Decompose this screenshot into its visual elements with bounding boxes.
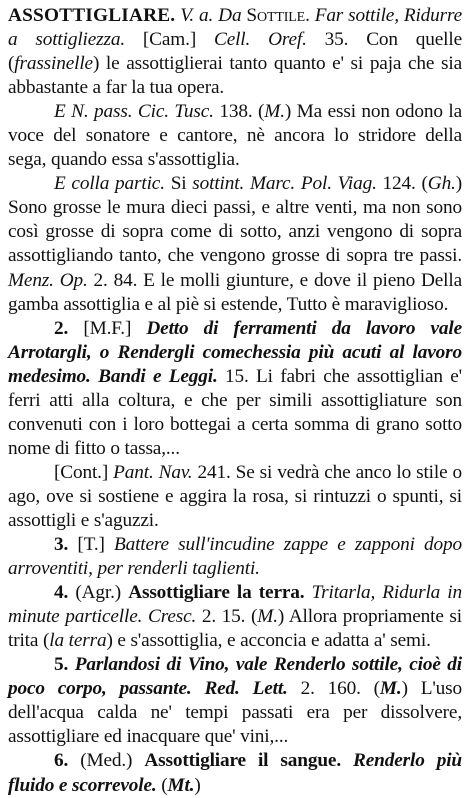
sense-label: E colla partic.: [54, 173, 165, 195]
citation: Marc. Pol. Viag.: [249, 173, 377, 195]
text: Si: [164, 173, 193, 195]
sense-3: [8, 533, 462, 581]
definition: Tritarla, Ridurla in minute particelle.: [8, 582, 463, 628]
text: 124. (: [376, 173, 428, 195]
sense-6: [8, 749, 462, 797]
gloss: frassinelle: [14, 53, 93, 75]
definition: Detto di ferramenti da lavoro vale Arrotargli, o Rendergli comechessia più acuti al lavoro medesimo.: [8, 317, 462, 387]
phrase: Assottigliare il sangue.: [144, 750, 341, 772]
etymology-prefix: Da: [218, 5, 242, 26]
definition: Far sottile, Ridurre a sottigliezza.: [8, 5, 463, 51]
citation: Cic. Tusc.: [137, 101, 214, 123]
definition: Parlandosi di Vino, vale Renderlo sottile, cioè di poco corpo, passante.: [8, 654, 463, 700]
citation: Menz. Op.: [8, 269, 88, 291]
sense-number: 6.: [54, 750, 69, 772]
source-mark: M.: [379, 678, 402, 700]
abbrev: sottint.: [192, 173, 245, 195]
quotation: ) e s'assottiglia, e acconcia e adatta a' semi.: [106, 630, 431, 652]
citation: Cell. Oref.: [213, 29, 307, 51]
sense-tag: (Agr.): [68, 582, 129, 604]
text: [Cam.]: [125, 29, 214, 51]
text: (: [156, 774, 168, 796]
source-mark: M.: [264, 101, 285, 123]
sense-label: E N. pass.: [54, 101, 133, 123]
spacer: [192, 678, 205, 699]
citation: Bandi e Leggi.: [98, 365, 218, 387]
text: 35. Con quelle (: [8, 29, 462, 75]
phrase: Assottigliare la terra.: [128, 582, 305, 604]
quotation: ) Ma essi non odono la voce del sonatore e cantore, nè ancora lo stridore della sega, quando essa s'assottiglia.: [8, 101, 462, 171]
citation: Red. Lett.: [204, 678, 288, 700]
quotation: 241. Se si vedrà che anco lo stile o ago, ove si sostiene e aggira la rosa, si rintuzzi o spunti, si assottigli e s'aguzzi.: [8, 461, 462, 531]
sense-5: [8, 653, 462, 749]
citation: Cresc.: [147, 606, 197, 628]
definition: Renderlo più fluido e scorrevole.: [8, 750, 462, 796]
sense-number: 3.: [54, 534, 69, 556]
sense-number: 2.: [54, 317, 69, 339]
text: 138. (: [213, 101, 265, 123]
sense-4: [8, 581, 462, 653]
source-mark: M.: [257, 606, 278, 628]
text: 2. 15. (: [196, 606, 258, 628]
quotation: 2. 84. E le molli giunture, e dove il pieno Della gamba assottiglia e al piè si estende, Tutto è maraviglioso.: [8, 269, 462, 315]
sense-tag: [M.F.]: [68, 317, 147, 339]
grammar-label: V. a.: [180, 5, 214, 26]
quotation: ) L'uso dell'acqua calda ne' tempi passati era per dissolvere, assottigliare ed inacquare que' vini,...: [8, 678, 463, 748]
sense-number: 4.: [54, 582, 69, 604]
sense-tag: [T.]: [68, 534, 114, 556]
sense-number: 5.: [54, 654, 69, 676]
text: ): [194, 774, 201, 796]
sense-neuter-passive: [8, 100, 462, 172]
headword: ASSOTTIGLIARE.: [8, 5, 176, 26]
sense-tag: [Cont.]: [54, 461, 114, 483]
spacer: [341, 750, 353, 771]
sense-particle: [8, 172, 462, 316]
gloss: la terra: [49, 630, 107, 652]
entry-intro: [8, 4, 462, 100]
spacer: [304, 582, 311, 603]
source-mark: Mt.: [167, 774, 195, 796]
sense-2: [8, 317, 462, 461]
quotation: ) Sono grosse le mura dieci passi, e altre venti, ma non sono così grosse di sopra come di sotto, anzi vengono di sopra assottigliando tanto, che vengono grosse di sopra tre passi.: [8, 173, 463, 267]
definition: Battere sull'incudine zappe e zapponi dopo arroventiti, per renderli taglienti.: [8, 534, 462, 580]
citation: Pant. Nav.: [113, 461, 193, 483]
quotation: 15. Li fabri che assottiglian e' ferri atti alla coltura, e che per simili assottigliature son convenuti con i loro bottegai a certa somma di grano sotto nome di fitto o tassa,...: [8, 365, 463, 459]
spacer: [91, 366, 98, 387]
etymology-word: Sottile: [246, 5, 306, 26]
text: .: [305, 5, 315, 26]
quotation: ) le assottiglierai tanto quanto e' si paja che sia abbastante a far la tua opera.: [8, 53, 462, 99]
sense-2-cont: [8, 461, 462, 533]
quotation: ) Allora propriamente si trita (: [8, 606, 462, 652]
text: 2. 160. (: [287, 678, 380, 700]
source-mark: Gh.: [427, 173, 456, 195]
sense-tag: (Med.): [68, 750, 145, 772]
